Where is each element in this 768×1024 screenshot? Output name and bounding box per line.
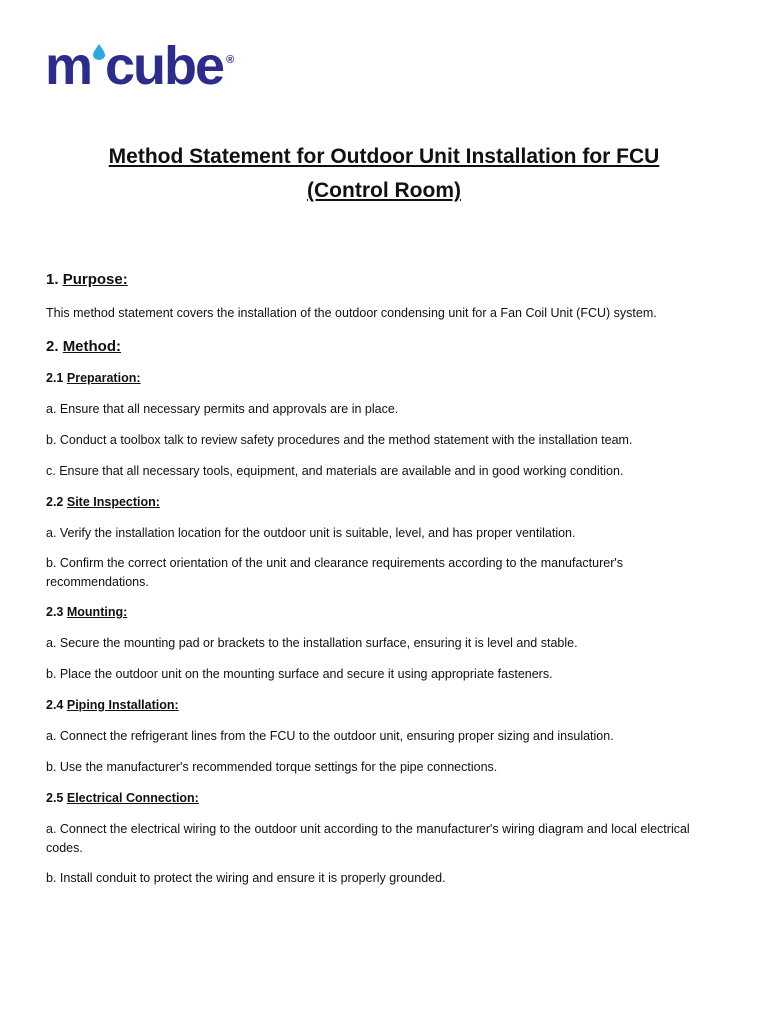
piping-heading: 2.4 Piping Installation: [46,698,179,712]
piping-item-b: b. Use the manufacturer's recommended torque settings for the pipe connections. [46,760,498,774]
title-line-2: (Control Room) [307,179,461,202]
electrical-heading: 2.5 Electrical Connection: [46,791,199,805]
registered-mark: ® [226,54,235,66]
site-inspection-heading: 2.2 Site Inspection: [46,495,160,509]
electrical-item-b: b. Install conduit to protect the wiring and ensure it is properly grounded. [46,871,446,885]
section-method-heading: 2. Method: [46,338,122,355]
preparation-heading: 2.1 Preparation: [46,371,141,385]
mounting-item-a: a. Secure the mounting pad or brackets to the installation surface, ensuring it is level and stable. [46,636,578,650]
electrical-item-a: a. Connect the electrical wiring to the outdoor unit according to the manufacturer's wiring diagram and local electrical codes. [46,822,690,855]
mounting-item-b: b. Place the outdoor unit on the mounting surface and secure it using appropriate fasteners. [46,667,553,681]
document-title [40,140,728,208]
water-drop-icon [93,44,105,60]
preparation-item-b: b. Conduct a toolbox talk to review safety procedures and the method statement with the installation team. [46,433,633,447]
section-purpose-heading: 1. Purpose: [46,271,128,288]
piping-item-a: a. Connect the refrigerant lines from the FCU to the outdoor unit, ensuring proper sizing and insulation. [46,729,614,743]
site-inspection-item-a: a. Verify the installation location for the outdoor unit is suitable, level, and has proper ventilation. [46,526,576,540]
mounting-heading: 2.3 Mounting: [46,605,128,619]
company-logo [45,38,234,94]
logo-text-m: m [45,36,92,96]
preparation-item-a: a. Ensure that all necessary permits and approvals are in place. [46,402,399,416]
purpose-text: This method statement covers the installation of the outdoor condensing unit for a Fan Coil Unit (FCU) system. [46,306,657,320]
site-inspection-item-b: b. Confirm the correct orientation of the unit and clearance requirements according to the manufacturer's recommendations. [46,556,623,589]
title-line-1: Method Statement for Outdoor Unit Installation for FCU [108,145,660,168]
logo-text-cube: cube [105,36,224,96]
document-body [46,270,726,888]
preparation-item-c: c. Ensure that all necessary tools, equipment, and materials are available and in good working condition. [46,464,624,478]
